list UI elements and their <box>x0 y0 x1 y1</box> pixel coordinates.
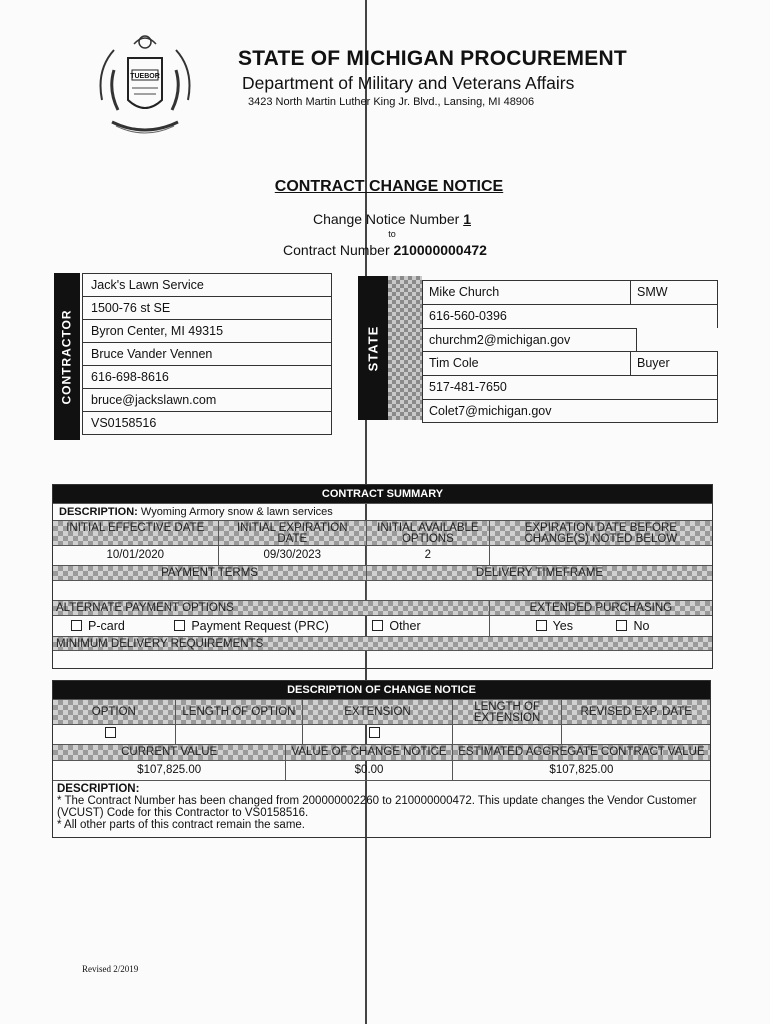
minimum-delivery-value <box>53 650 712 668</box>
header-payment-terms: PAYMENT TERMS <box>53 565 366 580</box>
header-aggregate-value: ESTIMATED AGGREGATE CONTRACT VALUE <box>452 744 710 760</box>
header-value-of-change: VALUE OF CHANGE NOTICE <box>285 744 452 760</box>
initial-effective-date: 10/01/2020 <box>53 545 218 565</box>
change-description <box>53 780 710 837</box>
change-description-label: DESCRIPTION: <box>57 783 140 795</box>
state-pattern <box>388 276 422 420</box>
contractor-label: CONTRACTOR <box>54 273 80 440</box>
prc-checkbox[interactable] <box>174 620 185 631</box>
contractor-street: 1500-76 st SE <box>83 296 331 319</box>
alternate-payment-options <box>53 615 489 636</box>
initial-options-count: 2 <box>366 545 489 565</box>
no-checkbox[interactable] <box>616 620 627 631</box>
payment-terms-value <box>53 580 366 600</box>
length-of-option-cell <box>175 724 303 744</box>
state-buyer-name: Tim Cole <box>429 356 479 371</box>
change-notice-table <box>52 680 711 838</box>
current-value: $107,825.00 <box>53 760 285 780</box>
header-initial-effective-date: INITIAL EFFECTIVE DATE <box>53 520 218 545</box>
change-notice-title: DESCRIPTION OF CHANGE NOTICE <box>53 681 710 699</box>
change-notice-line <box>0 211 770 227</box>
expiration-before-change <box>489 545 712 565</box>
contractor-vendor-id: VS0158516 <box>83 411 331 434</box>
change-notice-label: Change Notice Number <box>313 211 464 227</box>
contractor-name: Jack's Lawn Service <box>83 273 331 296</box>
header-minimum-delivery: MINIMUM DELIVERY REQUIREMENTS <box>53 636 712 650</box>
extension-cell <box>302 724 452 744</box>
state-manager-phone-row <box>422 304 718 328</box>
extension-checkbox[interactable] <box>369 727 380 738</box>
state-manager-row <box>422 280 718 304</box>
contract-summary-title: CONTRACT SUMMARY <box>53 485 712 503</box>
option-cell <box>53 724 175 744</box>
department-name: Department of Military and Veterans Affairs <box>242 73 575 93</box>
header-revised-exp-date: REVISED EXP. DATE <box>561 699 710 724</box>
summary-description <box>53 503 712 520</box>
state-manager-role: SMW <box>630 281 717 304</box>
state-info <box>422 280 718 423</box>
notice-title-wrap <box>0 178 770 196</box>
state-manager-email-row <box>422 328 637 352</box>
michigan-seal-icon <box>94 30 196 140</box>
header-delivery-timeframe: DELIVERY TIMEFRAME <box>366 565 712 580</box>
state-buyer-email-row <box>422 399 718 423</box>
page-title: STATE OF MICHIGAN PROCUREMENT <box>238 47 627 70</box>
revised-exp-date-cell <box>561 724 710 744</box>
delivery-timeframe-value <box>366 580 712 600</box>
pcard-checkbox[interactable] <box>71 620 82 631</box>
state-manager-name: Mike Church <box>429 285 500 299</box>
department-address: 3423 North Martin Luther King Jr. Blvd., Lansing, MI 48906 <box>248 96 535 108</box>
header-expiration-before-change: EXPIRATION DATE BEFORE CHANGE(S) NOTED BELOW <box>489 520 712 545</box>
length-of-extension-cell <box>452 724 562 744</box>
summary-description-value: Wyoming Armory snow & lawn services <box>140 506 333 518</box>
to-label: to <box>388 229 396 239</box>
header-alternate-payment: ALTERNATE PAYMENT OPTIONS <box>53 600 489 615</box>
notice-title: CONTRACT CHANGE NOTICE <box>274 178 504 195</box>
header-option: OPTION <box>53 699 175 724</box>
header-length-of-option: LENGTH OF OPTION <box>175 699 303 724</box>
change-description-line-2: * All other parts of this contract remain the same. <box>57 819 306 831</box>
other-checkbox[interactable] <box>372 620 383 631</box>
state-buyer-row <box>422 351 718 375</box>
seal-motto: TUEBOR <box>130 73 160 80</box>
contractor-info <box>82 273 332 435</box>
extended-purchasing-options <box>489 615 712 636</box>
revised-date: Revised 2/2019 <box>82 964 139 974</box>
yes-checkbox[interactable] <box>536 620 547 631</box>
header-extended-purchasing: EXTENDED PURCHASING <box>489 600 712 615</box>
contract-summary-table <box>52 484 713 669</box>
header-length-of-extension: LENGTH OF EXTENSION <box>452 699 562 724</box>
header-current-value: CURRENT VALUE <box>53 744 285 760</box>
summary-description-label: DESCRIPTION: <box>59 506 138 518</box>
state-buyer-role: Buyer <box>630 352 717 375</box>
yes-option[interactable]: Yes <box>536 619 573 633</box>
change-description-line-1: * The Contract Number has been changed from 200000002260 to 210000000472. This update changes the Vendor Customer (VCUST) Code for this Contractor to VS0158516. <box>57 795 697 819</box>
other-option[interactable]: Other <box>372 619 420 633</box>
state-manager-email: churchm2@michigan.gov <box>429 332 571 347</box>
state-buyer-phone: 517-481-7650 <box>429 380 507 395</box>
header-extension: EXTENSION <box>302 699 452 724</box>
value-of-change: $0.00 <box>285 760 452 780</box>
contract-number-label: Contract Number <box>283 242 394 258</box>
state-buyer-email: Colet7@michigan.gov <box>429 403 552 418</box>
contractor-email: bruce@jackslawn.com <box>83 388 331 411</box>
contractor-phone: 616-698-8616 <box>83 365 331 388</box>
contractor-contact: Bruce Vander Vennen <box>83 342 331 365</box>
prc-option[interactable]: Payment Request (PRC) <box>174 619 329 633</box>
header-initial-options: INITIAL AVAILABLE OPTIONS <box>366 520 489 545</box>
aggregate-value: $107,825.00 <box>452 760 710 780</box>
contractor-city: Byron Center, MI 49315 <box>83 319 331 342</box>
state-buyer-phone-row <box>422 375 718 399</box>
no-option[interactable]: No <box>616 619 649 633</box>
change-notice-number: 1 <box>463 211 471 227</box>
contract-number: 210000000472 <box>393 242 487 258</box>
state-label: STATE <box>358 276 388 420</box>
option-checkbox[interactable] <box>105 727 116 738</box>
initial-expiration-date: 09/30/2023 <box>218 545 367 565</box>
contract-number-line <box>0 242 770 258</box>
header-initial-expiration-date: INITIAL EXPIRATION DATE <box>218 520 367 545</box>
pcard-option[interactable]: P-card <box>71 619 125 633</box>
state-manager-phone: 616-560-0396 <box>429 308 507 323</box>
